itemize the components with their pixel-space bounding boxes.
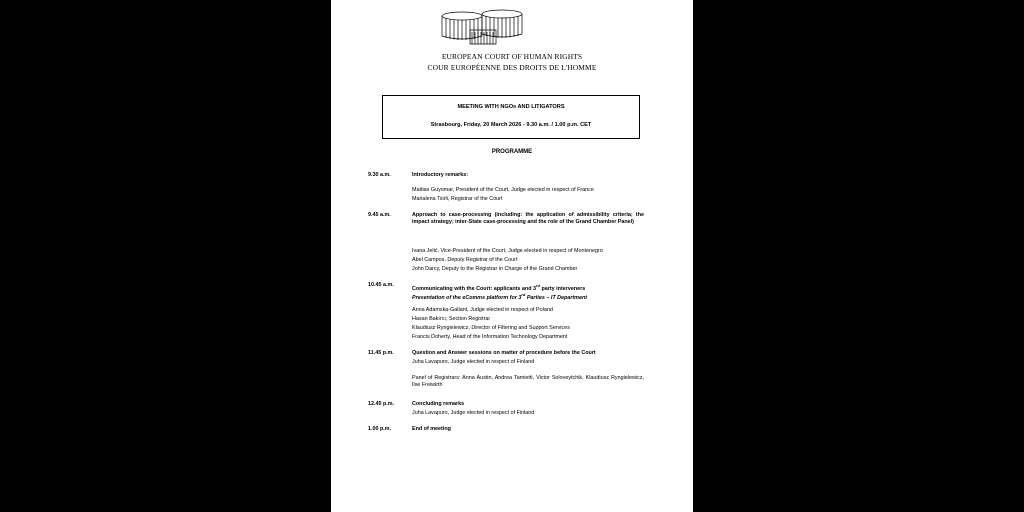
speaker: Abel Campos, Deputy Registrar of the Court bbox=[412, 257, 518, 263]
session-time: 9.30 a.m. bbox=[368, 172, 391, 178]
speaker: Ivana Jelić, Vice-President of the Court, Judge elected in respect of Montenegro bbox=[412, 248, 603, 254]
programme-heading: PROGRAMME bbox=[491, 149, 533, 155]
speaker: Juha Lavapuro, Judge elected in respect of Finland bbox=[412, 359, 535, 365]
registrars-panel: Panel of Registrars: Anna Austin, Andrea Tamietti, Victor Soloveytchik, Klaudiusz Ryngielewicz, Ilse Freiwirth bbox=[412, 375, 644, 389]
session-title: Concluding remarks bbox=[412, 401, 465, 407]
speaker: John Darcy, Deputy to the Registrar in Charge of the Grand Chamber bbox=[412, 266, 578, 272]
session-title: Introductory remarks: bbox=[412, 172, 469, 178]
session-time: 12.45 p.m. bbox=[368, 401, 395, 407]
session-title: Communicating with the Court: applicants and 3rd party interveners bbox=[412, 283, 586, 292]
speaker: Hasan Bakırcı, Section Registrar bbox=[412, 316, 491, 322]
speaker: Francis Doherty, Head of the Information Technology Department bbox=[412, 334, 568, 340]
session-title: Question and Answer sessions on matter of procedure before the Court bbox=[412, 350, 596, 356]
speaker: Mattias Guyomar, President of the Court, Judge elected in respect of France bbox=[412, 187, 594, 193]
speaker: Marialena Tsirli, Registrar of the Court bbox=[412, 196, 503, 202]
speaker: Anna Adamska-Gallant, Judge elected in respect of Poland bbox=[412, 307, 553, 313]
session-time: 10.45 a.m. bbox=[368, 282, 394, 288]
session-time: 11.45 p.m. bbox=[368, 350, 394, 356]
session-time: 9.45 a.m. bbox=[368, 212, 391, 218]
meeting-title-box bbox=[382, 95, 640, 139]
speaker: Juha Lavapuro, Judge elected in respect of Finland bbox=[412, 410, 535, 416]
document-page bbox=[331, 0, 693, 512]
speaker: Klaudiusz Ryngielewicz, Director of Filtering and Support Services bbox=[412, 325, 570, 331]
session-title: End of meeting bbox=[412, 426, 451, 432]
meeting-title: MEETING WITH NGOs AND LITIGATORS bbox=[457, 104, 565, 110]
court-name-fr: COUR EUROPÉENNE DES DROITS DE L'HOMME bbox=[427, 63, 597, 72]
session-time: 1.00 p.m. bbox=[368, 426, 392, 432]
session-subtitle: Presentation of the eComms platform for 3rd Parties – IT Department bbox=[412, 292, 588, 301]
court-building-logo bbox=[440, 8, 524, 46]
session-title: Approach to case-processing (including: the application of admissibility criteria; the impact strategy; inter-State case-processing and the role of the Grand Chamber Panel) bbox=[412, 212, 644, 226]
meeting-date-location: Strasbourg, Friday, 20 March 2026 - 9.30 a.m. / 1.00 p.m. CET bbox=[430, 122, 592, 128]
court-name-en: EUROPEAN COURT OF HUMAN RIGHTS bbox=[441, 52, 583, 61]
